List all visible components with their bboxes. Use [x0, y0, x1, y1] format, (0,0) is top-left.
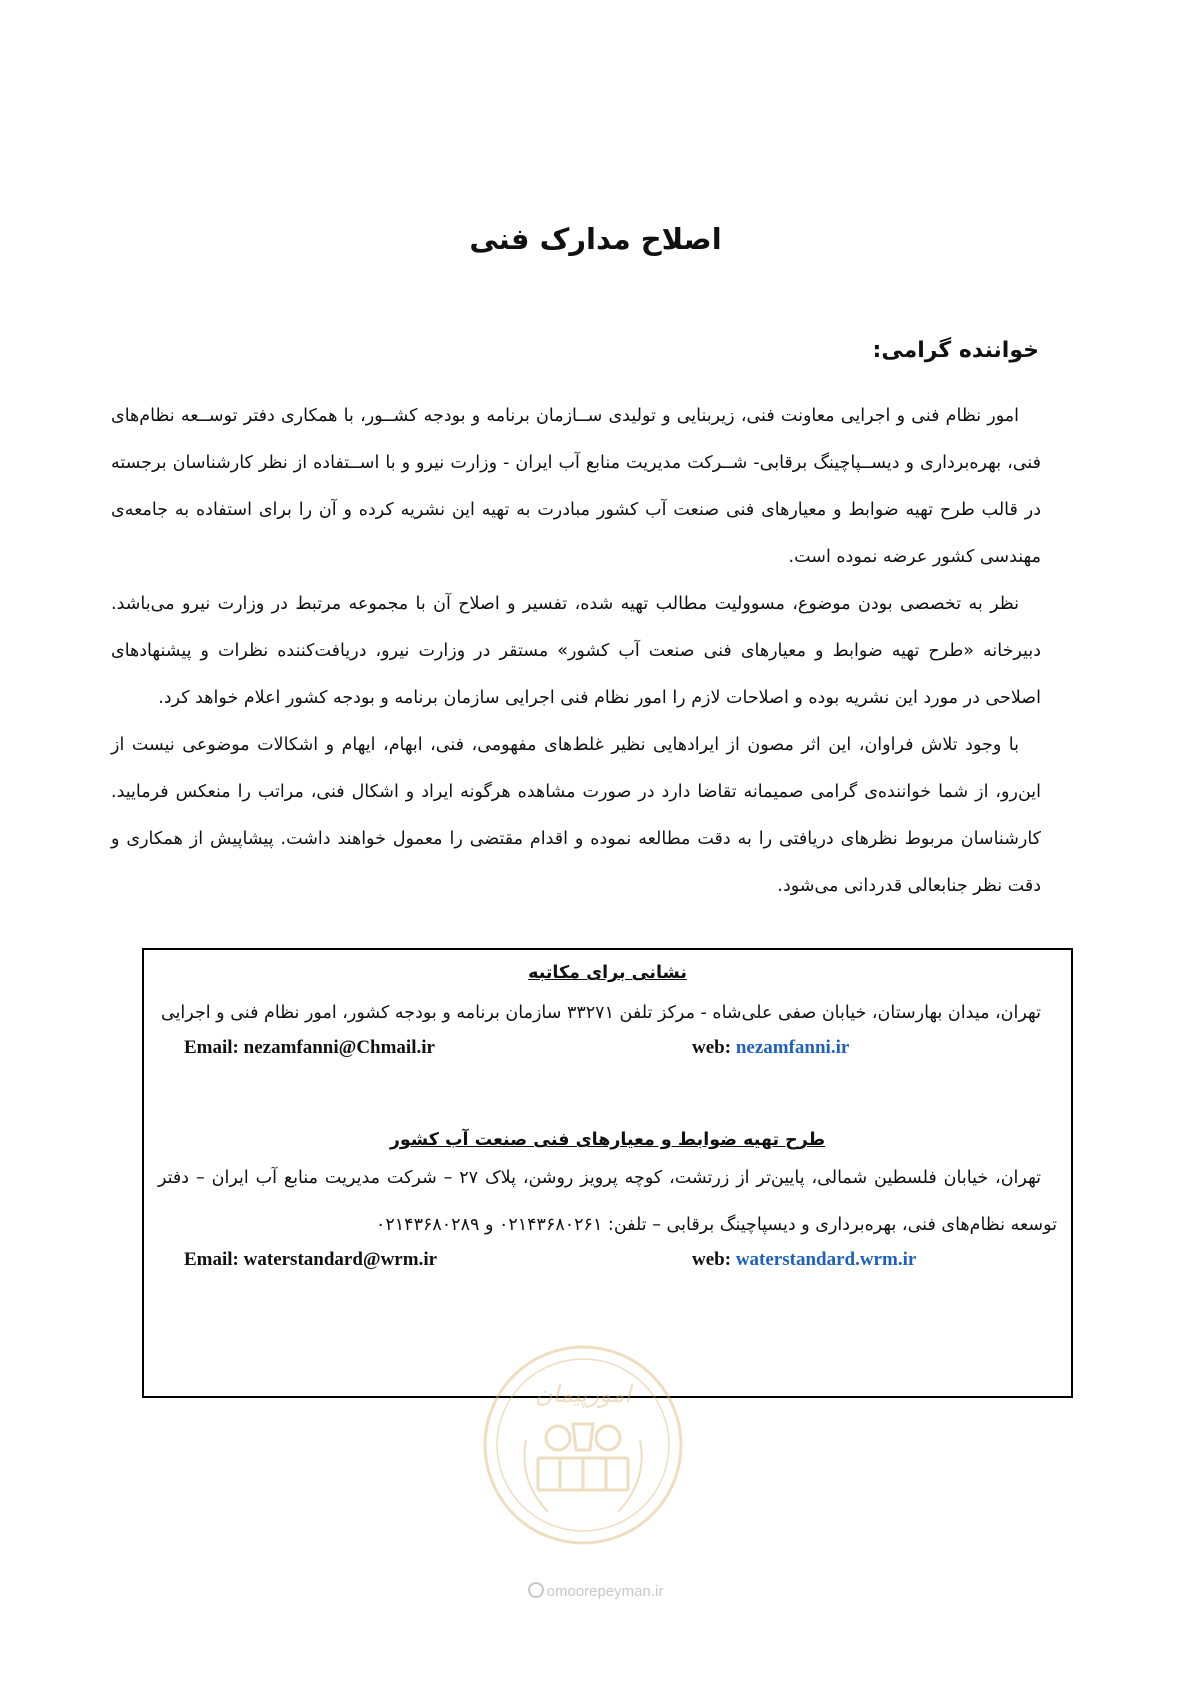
body-text [111, 393, 1041, 910]
paragraph-2: نظر به تخصصی بودن موضوع، مسوولیت مطالب تهیه شده، تفسیر و اصلاح آن با مجموعه مرتبط در وزارت نیرو می‌باشد. دبیرخانه «طرح تهیه ضوابط و معیارهای فنی صنعت آب کشور» مستقر در وزارت نیرو، دریافت‌کننده نظرات و پیشنهادهای اصلاحی در مورد این نشریه بوده و اصلاحات لازم را امور نظام فنی اجرایی سازمان برنامه و بودجه کشور اعلام خواهد کرد. [111, 594, 1041, 708]
water-standards-address: تهران، خیابان فلسطین شمالی، پایین‌تر از زرتشت، کوچه پرویز روشن، پلاک ۲۷ – شرکت مدیریت منابع آب ایران – دفتر توسعه نظام‌های فنی، بهره‌برداری و دیسپاچینگ برقابی – تلفن: ۰۲۱۴۳۶۸۰۲۶۱ و ۰۲۱۴۳۶۸۰۲۸۹ [158, 1168, 1057, 1235]
seal-text: امورپیمان [534, 1380, 632, 1408]
email-value[interactable]: nezamfanni@Chmail.ir [243, 1037, 435, 1058]
contact-box [142, 948, 1073, 1398]
email-value[interactable]: waterstandard@wrm.ir [243, 1249, 438, 1270]
page-title: اصلاح مدارک فنی [469, 222, 722, 256]
water-standards-email [184, 1249, 437, 1271]
contact-section-water-standards [144, 1125, 1071, 1283]
salutation-heading: خواننده گرامی: [872, 338, 1039, 363]
web-label: web: [692, 1037, 732, 1058]
water-standards-contact-row [144, 1249, 1071, 1283]
web-link[interactable]: waterstandard.wrm.ir [735, 1249, 917, 1270]
correspondence-heading: نشانی برای مکاتبه [528, 963, 687, 983]
contact-section-correspondence [144, 958, 1071, 1071]
site-watermark [0, 1582, 1191, 1600]
water-standards-web [692, 1249, 916, 1271]
email-label: Email: [184, 1249, 239, 1270]
correspondence-web [692, 1037, 849, 1059]
paragraph-3: با وجود تلاش فراوان، این اثر مصون از ایرادهایی نظیر غلط‌های مفهومی، فنی، ابهام، ایهام و اشکالات موضوعی نیست از این‌رو، از شما خواننده‌ی گرامی صمیمانه تقاضا دارد در صورت مشاهده هرگونه ایراد و اشکال فنی، مراتب را منعکس فرمایید. کارشناسان مربوط نظرهای دریافتی را به دقت مطالعه نموده و اقدام مقتضی را معمول خواهند داشت. پیشاپیش از همکاری و دقت نظر جنابعالی قدردانی می‌شود. [111, 735, 1041, 896]
at-icon [528, 1582, 544, 1598]
correspondence-email [184, 1037, 435, 1059]
correspondence-contact-row [144, 1037, 1071, 1071]
web-link[interactable]: nezamfanni.ir [735, 1037, 850, 1058]
watermark-seal-icon [478, 1340, 688, 1550]
correspondence-address: تهران، میدان بهارستان، خیابان صفی علی‌شاه - مرکز تلفن ۳۳۲۷۱ سازمان برنامه و بودجه کشور، امور نظام فنی و اجرایی [160, 1003, 1041, 1023]
water-standards-heading: طرح تهیه ضوابط و معیارهای فنی صنعت آب کشور [389, 1130, 826, 1150]
web-label: web: [692, 1249, 732, 1270]
email-label: Email: [184, 1037, 239, 1058]
paragraph-1: امور نظام فنی و اجرایی معاونت فنی، زیربنایی و تولیدی ســازمان برنامه و بودجه کشــور، با همکاری دفتر توســعه نظام‌های فنی، بهره‌برداری و دیســپاچینگ برقابی- شــرکت مدیریت منابع آب ایران - وزارت نیرو و با اســتفاده از نظر کارشناسان برجسته در قالب طرح تهیه ضوابط و معیارهای فنی صنعت آب کشور مبادرت به تهیه این نشریه کرده و آن را برای استفاده به جامعه‌ی مهندسی کشور عرضه نموده است. [111, 406, 1041, 567]
site-watermark-text: omoorepeyman.ir [546, 1583, 664, 1600]
